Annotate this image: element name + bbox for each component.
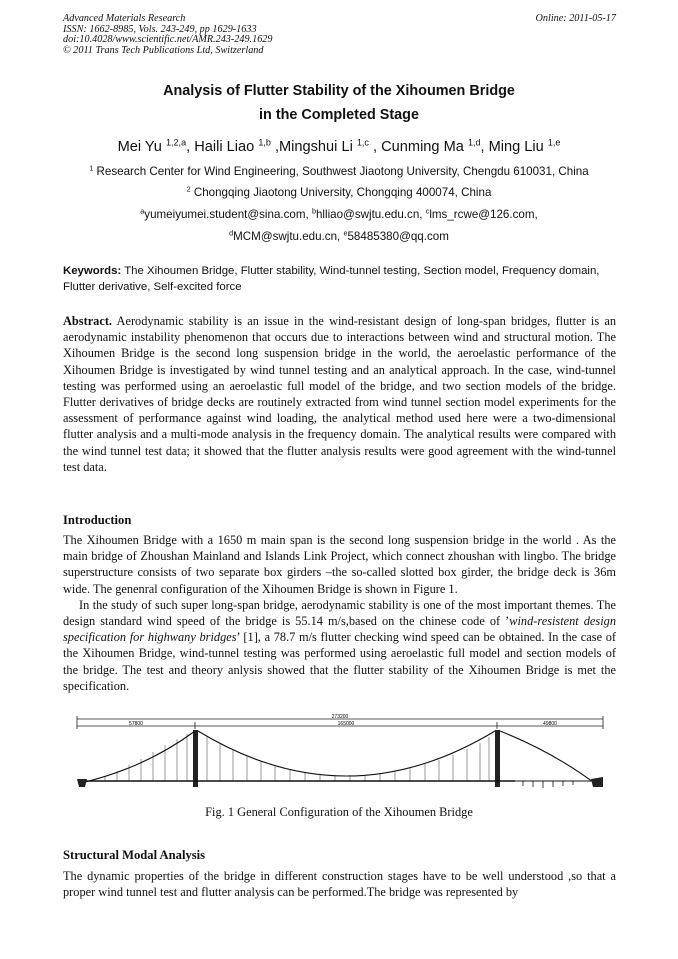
keywords-label: Keywords:: [63, 265, 122, 277]
hangers: [105, 734, 489, 781]
intro-paragraph-2-italic: wind-resistent design specification for highwany bridges: [63, 614, 616, 645]
structural-paragraph: The dynamic properties of the bridge in different construction stages have to be well understood ,so that a proper wind tunnel test and flutter analysis can be performed.The bridge was represented by: [63, 869, 616, 900]
paper-title-line-2: in the Completed Stage: [259, 107, 419, 123]
right-tower: [495, 730, 500, 787]
right-span-label: 49800: [543, 721, 557, 727]
online-date: Online: 2011-05-17: [535, 13, 616, 24]
journal-header: [63, 14, 616, 56]
abstract-label: Abstract.: [63, 314, 113, 328]
left-anchorage: [77, 779, 87, 787]
paper-title-line-1: Analysis of Flutter Stability of the Xihoumen Bridge: [163, 83, 515, 99]
keywords: [63, 264, 616, 295]
approach-piers: [523, 781, 573, 788]
right-side-cable: [500, 731, 597, 785]
introduction-heading: Introduction: [63, 513, 132, 527]
total-dimension-label: 273200: [331, 714, 349, 720]
intro-paragraph-2b: ’ [1], a 78.7 m/s flutter checking wind speed can be obtained. In the case of the Xihoumen Bridge, wind-tunnel testing was performed using aeroelastic full model and section models of the bridge. The test and theory anlysis showed that the flutter stability of the Xihoumen Bridge is met the specification.: [63, 630, 616, 693]
author-name: Ming Liu: [488, 139, 544, 155]
right-anchorage: [591, 777, 603, 787]
author-name: Mei Yu: [117, 139, 162, 155]
copyright-line: © 2011 Trans Tech Publications Ltd, Switzerland: [63, 44, 264, 56]
structural-heading: Structural Modal Analysis: [63, 848, 206, 862]
introduction-body: [63, 532, 616, 694]
left-side-cable: [81, 731, 195, 783]
author-name: Mingshui Li: [279, 139, 353, 155]
email-line-2: $^d$MCM@swjtu.edu.cn, $^e$58485380@qq.com: [229, 228, 449, 243]
abstract-text: Aerodynamic stability is an issue in the wind-resistant design of long-span bridges, flutter is an aerodynamic instability phenomenon that occurs due to interactions between wind and structural motion. The Xihoumen Bridge is the second long suspension bridge in the world, the aeroelastic performance of the Xihoumen Bridge is investigated by wind tunnel testing and an analytical approach. In the case, wind-tunnel testing was performed using an aeroelastic full model of the bridge, and two section models of the bridge. Flutter derivatives of bridge decks are routinely extracted from wind tunnel section model experiments for the assessment of performance against wind loading, the analytical method used here were a two-dimensional flutter analysis and a multi-mode analysis in the frequency domain. The analytical results were compared with the wind tunnel test data; it showed that the flutter analysis results were good agreement with the wind-tunnel test data.: [63, 314, 616, 474]
intro-paragraph-1: The Xihoumen Bridge with a 1650 m main span is the second long suspension bridge in the world . As the main bridge of Zhoushan Mainland and Islands Link Project, which connect zhoushan with lingbo. The bridge superstructure consists of two separate box girders –the so-called slotted box girder, the bridge deck is 36m wide. The genenral configuration of the Xihoumen Bridge is shown in Figure 1.: [63, 533, 616, 596]
author-name: Haili Liao: [194, 139, 255, 155]
left-span-label: 57800: [129, 721, 143, 727]
journal-name: Advanced Materials Research: [63, 13, 186, 24]
abstract: [63, 313, 616, 475]
bridge-configuration-figure: [75, 713, 605, 793]
main-cable: [198, 731, 495, 776]
intro-paragraph-2a: In the study of such super long-span bridge, aerodynamic stability is one of the most important themes. The design standard wind speed of the bridge is 55.14 m/s,based on the chinese code of ’: [63, 597, 616, 629]
main-span-label: 165000: [337, 721, 355, 727]
left-tower: [193, 730, 198, 787]
author-list: Mei Yu $^{1,2,a}$, Haili Liao $^{1,b}$ ,Mingshui Li $^{1,c}$ , Cunming Ma $^{1,d}$, Ming Liu $^{1,e}$: [117, 137, 561, 155]
doi-line: doi:10.4028/www.scientific.net/AMR.243-249.1629: [63, 34, 273, 46]
affiliation-2: $^2$ Chongqing Jiaotong University, Chongqing 400074, China: [186, 184, 492, 199]
issn-line: ISSN: 1662-8985, Vols. 243-249, pp 1629-1633: [63, 23, 257, 35]
figure-caption: Fig. 1 General Configuration of the Xihoumen Bridge: [205, 805, 473, 819]
keywords-text: The Xihoumen Bridge, Flutter stability, Wind-tunnel testing, Section model, Frequency domain, Flutter derivative, Self-excited force: [63, 265, 600, 293]
author-name: Cunming Ma: [381, 139, 464, 155]
affiliation-1: $^1$ Research Center for Wind Engineering, Southwest Jiaotong University, Chengdu 610031, China: [89, 163, 589, 178]
email-line-1: $^a$yumeiyumei.student@sina.com, $^b$hlliao@swjtu.edu.cn, $^c$lms_rcwe@126.com,: [140, 206, 538, 221]
